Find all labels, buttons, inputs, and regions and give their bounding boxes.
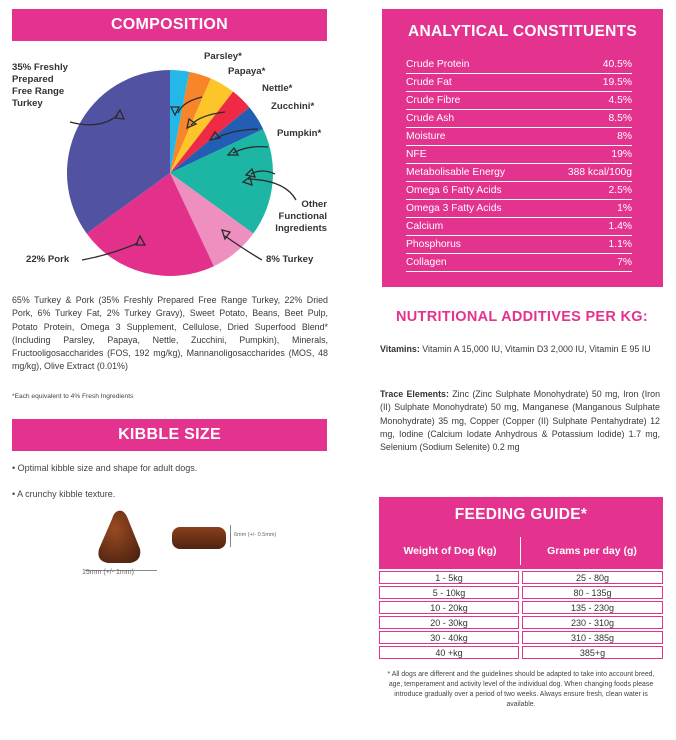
analytical-value: 7% <box>617 257 632 268</box>
feeding-row <box>379 630 663 645</box>
feeding-grams-cell: 385+g <box>522 646 663 659</box>
analytical-value: 8.5% <box>608 113 632 124</box>
analytical-name: Calcium <box>406 221 444 232</box>
label-other-line2: Functional <box>278 211 327 222</box>
analytical-value: 40.5% <box>602 59 632 70</box>
feeding-row <box>379 570 663 585</box>
analytical-name: Crude Fat <box>406 77 452 88</box>
kibble-item-1: • Optimal kibble size and shape for adult dogs. <box>12 463 198 473</box>
label-turkey-fresh-line4: Turkey <box>12 98 43 109</box>
label-turkey8: 8% Turkey <box>266 254 314 265</box>
trace-label: Trace Elements: <box>380 389 449 399</box>
vitamins-text: Vitamin A 15,000 IU, Vitamin D3 2,000 IU, Vitamin E 95 IU <box>419 344 651 354</box>
feeding-grams-cell: 230 - 310g <box>522 616 663 629</box>
feeding-grams-cell: 135 - 230g <box>522 601 663 614</box>
analytical-row <box>406 164 632 182</box>
label-zucchini: Zucchini* <box>271 101 315 112</box>
analytical-title: ANALYTICAL CONSTITUENTS <box>407 23 638 40</box>
label-turkey-fresh-line2: Prepared <box>12 74 54 85</box>
feeding-weight-cell: 20 - 30kg <box>379 616 519 629</box>
composition-title: COMPOSITION <box>12 9 327 41</box>
analytical-value: 19% <box>611 149 632 160</box>
nutritional-title: NUTRITIONAL ADDITIVES PER KG: <box>396 309 648 325</box>
analytical-name: Metabolisable Energy <box>406 167 506 178</box>
analytical-row <box>406 74 632 92</box>
label-pumpkin: Pumpkin* <box>277 128 322 139</box>
feeding-title: FEEDING GUIDE* <box>379 497 663 533</box>
analytical-row <box>406 128 632 146</box>
kibble-triangle-image <box>90 505 150 567</box>
analytical-name: Crude Ash <box>406 113 455 124</box>
kibble-dim-1: 15mm (+/- 1mm) <box>82 569 134 576</box>
analytical-name: Omega 3 Fatty Acids <box>406 203 502 214</box>
label-other <box>266 199 327 235</box>
feeding-col-grams: Grams per day (g) <box>547 545 637 557</box>
analytical-row <box>406 56 632 74</box>
analytical-name: Phosphorus <box>406 239 461 250</box>
analytical-name: Crude Protein <box>406 59 470 70</box>
analytical-value: 4.5% <box>608 95 632 106</box>
analytical-row <box>406 236 632 254</box>
feeding-table <box>379 533 663 662</box>
label-turkey-fresh <box>12 62 68 110</box>
label-nettle: Nettle* <box>262 83 293 94</box>
analytical-value: 8% <box>617 131 632 142</box>
vitamins-paragraph <box>380 343 660 356</box>
label-turkey-fresh-line3: Free Range <box>12 86 65 97</box>
composition-text: 65% Turkey & Pork (35% Freshly Prepared Free Range Turkey, 22% Dried Pork, 6% Turkey Fat, 2% Turkey Gravy), Sweet Potato, Beans, Beet Pulp, Potato Protein, Omega 3 Supplement, Cellulose, Dried Superfood Blend* (Including Parsley, Papaya, Nettle, Zucchini, Pumpkin), Minerals, Fructooligosaccharides (FOS, 192 mg/kg), Mannanoligosaccharides (MOS, 48 mg/kg), Olive Extract (0.01%) <box>12 295 328 372</box>
analytical-value: 1.1% <box>608 239 632 250</box>
feeding-weight-cell: 5 - 10kg <box>379 586 519 599</box>
label-papaya: Papaya* <box>228 66 266 77</box>
feeding-weight-cell: 40 +kg <box>379 646 519 659</box>
feeding-table-header <box>379 533 663 569</box>
kibble-side-image <box>170 524 230 554</box>
analytical-name: Crude Fibre <box>406 95 461 106</box>
analytical-row <box>406 182 632 200</box>
feeding-col-weight: Weight of Dog (kg) <box>403 545 497 557</box>
feeding-weight-cell: 10 - 20kg <box>379 601 519 614</box>
feeding-row <box>379 645 663 660</box>
analytical-row <box>406 110 632 128</box>
feeding-note: * All dogs are different and the guidelines should be adapted to take into account breed, age, temperament and activity level of the individual dog. When changing foods please introduce gradually over a period of two weeks. Always ensure fresh, clean water is available. <box>387 671 655 708</box>
analytical-value: 1.4% <box>608 221 632 232</box>
analytical-name: NFE <box>406 149 427 160</box>
analytical-row <box>406 200 632 218</box>
feeding-grams-cell: 25 - 80g <box>522 571 663 584</box>
analytical-value: 1% <box>617 203 632 214</box>
pie-slices <box>67 70 273 276</box>
kibble-title: KIBBLE SIZE <box>12 419 327 451</box>
vitamins-label: Vitamins: <box>380 344 420 354</box>
composition-footnote: *Each equivalent to 4% Fresh Ingredients <box>12 393 134 400</box>
feeding-row <box>379 585 663 600</box>
label-other-line1: Other <box>301 199 327 210</box>
kibble-item-2: • A crunchy kibble texture. <box>12 489 116 499</box>
feeding-weight-cell: 1 - 5kg <box>379 571 519 584</box>
analytical-row <box>406 92 632 110</box>
analytical-value: 19.5% <box>602 77 632 88</box>
feeding-row <box>379 615 663 630</box>
analytical-row <box>406 146 632 164</box>
feeding-row <box>379 600 663 615</box>
analytical-name: Moisture <box>406 131 446 142</box>
analytical-value: 2.5% <box>608 185 632 196</box>
analytical-row <box>406 218 632 236</box>
feeding-grams-cell: 80 - 135g <box>522 586 663 599</box>
trace-text: Zinc (Zinc Sulphate Monohydrate) 50 mg, Iron (Iron (II) Sulphate Monohydrate) 50 mg, Manganese (Manganous Sulphate Monohydrate) 35 mg, Copper (Copper (II) Sulphate Pentahydrate) 12 mg, Iodine (Calcium Iodate Anhydrous & Potassium Iodide) 1.7 mg, Selenium (Sodium Selenite) 0.2 mg <box>380 389 661 453</box>
analytical-panel <box>382 9 663 287</box>
analytical-row <box>406 254 632 272</box>
label-parsley: Parsley* <box>204 51 242 62</box>
label-pork: 22% Pork <box>26 254 70 265</box>
analytical-name: Omega 6 Fatty Acids <box>406 185 502 196</box>
analytical-name: Collagen <box>406 257 447 268</box>
feeding-grams-cell: 310 - 385g <box>522 631 663 644</box>
label-turkey-fresh-line1: 35% Freshly <box>12 62 68 73</box>
feeding-weight-cell: 30 - 40kg <box>379 631 519 644</box>
label-other-line3: Ingredients <box>275 223 327 234</box>
kibble-dim-2: 6mm (+/- 0.5mm) <box>234 532 277 538</box>
trace-paragraph <box>380 388 660 454</box>
kibble-height-line <box>230 525 231 547</box>
analytical-value: 388 kcal/100g <box>567 167 632 178</box>
